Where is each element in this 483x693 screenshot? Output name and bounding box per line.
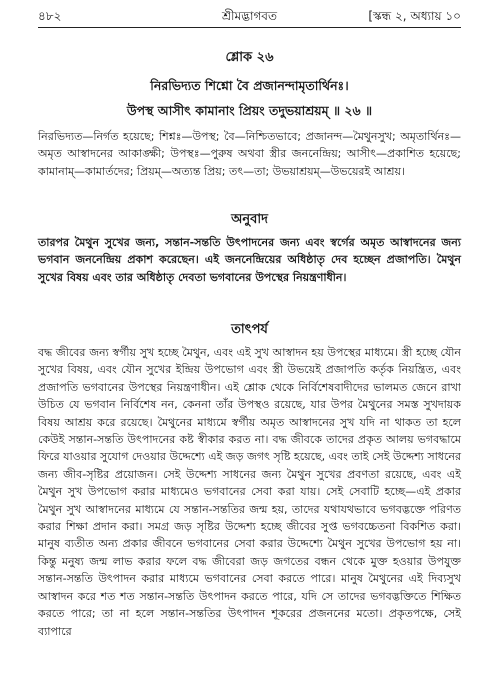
running-header [38,6,461,28]
word-synonyms: নিরভিদ্যত—নির্গত হয়েছে; শিশ্নঃ—উপস্থ; বৈ—নিশ্চিতভাবে; প্রজানন্দ—মৈথুনসুখ; অমৃতার্থিনঃ—অমৃত আস্বাদনের আকাঙ্ক্ষী; উপস্থঃ—পুরুষ অথবা স্ত্রীর জননেন্দ্রিয়; আসীৎ—প্রকাশিত হয়েছে; কামানাম্—কামার্তদের; প্রিয়ম্—অত্যন্ত প্রিয়; তৎ—তা; উভয়াশ্রয়ম্—উভয়েরই আশ্রয়। [38,130,461,178]
header-rule [38,27,461,28]
verse-line-2: উপস্থ আসীৎ কামানাং প্রিয়ং তদুভয়াশ্রয়ম্ ॥ ২৬ ॥ [126,103,373,118]
chapter-reference: [স্কন্ধ ২, অধ্যায় ১০ [368,9,461,23]
verse-heading: শ্লোক ২৬ [225,50,274,65]
purport-text: বদ্ধ জীবের জন্য স্বর্গীয় সুখ হচ্ছে মৈথুন, এবং এই সুখ আস্বাদন হয় উপস্থের মাধ্যমে। স্ত্রী হচ্ছে যৌন সুখের বিষয়, এবং যৌন সুখের ইন্দ্রিয় উপভোগ এবং স্ত্রী উভয়েই প্রজাপতি কর্তৃক নিয়ন্ত্রিত, এবং প্রজাপতি ভগবানের উপস্থের নিয়ন্ত্রণাধীন। এই শ্লোক থেকে নির্বিশেষবাদীদের ভালমত জেনে রাখা উচিত যে ভগবান নির্বিশেষ নন, কেননা তাঁর উপস্থও রয়েছে, যার উপর মৈথুনের সমস্ত সুখদায়ক বিষয় আশ্রয় করে রয়েছে। মৈথুনের মাধ্যমে স্বর্গীয় অমৃত আস্বাদনের সুখ যদি না থাকত তা হলে কেউই সন্তান-সন্ততি উৎপাদনের কষ্ট স্বীকার করত না। বদ্ধ জীবকে তাদের প্রকৃত আলয় ভগবদ্ধামে ফিরে যাওয়ার সুযোগ দেওয়ার উদ্দেশ্যে এই জড় জগৎ সৃষ্টি হয়েছে, এবং তাই সেই উদ্দেশ্য সাধনের জন্য জীব-সৃষ্টির প্রয়োজন। সেই উদ্দেশ্য সাধনের জন্য মৈথুন সুখের প্রবণতা রয়েছে, এবং এই মৈথুন সুখ উপভোগ করার মাধ্যমেও ভগবানের সেবা করা যায়। সেই সেবাটি হচ্ছে—এই প্রকার মৈথুন সুখ আস্বাদনের মাধ্যমে যে সন্তান-সন্ততির জন্ম হয়, তাদের যথাযথভাবে ভগবদ্ভক্তে পরিণত করার শিক্ষা প্রদান করা। সমগ্র জড় সৃষ্টির উদ্দেশ্য হচ্ছে জীবের সুপ্ত ভগবচ্চেতনা বিকশিত করা। মানুষ ব্যতীত অন্য প্রকার জীবনে ভগবানের সেবা করার উদ্দেশ্যে মৈথুন সুখের উপভোগ হয় না। কিন্তু মনুষ্য জন্ম লাভ করার ফলে বদ্ধ জীবেরা জড় জগতের বন্ধন থেকে মুক্ত হওয়ার উপযুক্ত সন্তান-সন্ততি উৎপাদন করার মাধ্যমে ভগবানের সেবা করতে পারে। মানুষ মৈথুনের এই দিব্যসুখ আস্বাদন করে শত শত সন্তান-সন্ততি উৎপাদন করতে পারে, যদি সে তাদের ভগবদ্ভক্তিতে শিক্ষিত করতে পারে; তা না হলে সন্তান-সন্ততির উৎপাদন শূকরের প্রজননের মতো। প্রকৃতপক্ষে, সেই ব্যাপারে [38,346,461,638]
verse-line-1: নিরভিদ্যত শিশ্নো বৈ প্রজানন্দামৃতার্থিনঃ। [150,78,349,93]
translation-text: তারপর মৈথুন সুখের জন্য, সন্তান-সন্ততি উৎপাদনের জন্য এবং স্বর্গের অমৃত আস্বাদনের জন্য ভগবান জননেন্দ্রিয় প্রকাশ করেছেন। এই জননেন্দ্রিয়ের অধিষ্ঠাতৃ দেব হচ্ছেন প্রজাপতি। মৈথুন সুখের বিষয় এবং তার অধিষ্ঠাতৃ দেবতা ভগবানের উপস্থের নিয়ন্ত্রণাধীন। [38,236,461,284]
purport-heading: তাৎপর্য [231,322,268,337]
book-title: শ্রীমদ্ভাগবত [221,9,277,23]
page-number: ৪৮২ [38,9,62,23]
translation-heading: অনুবাদ [231,212,268,227]
